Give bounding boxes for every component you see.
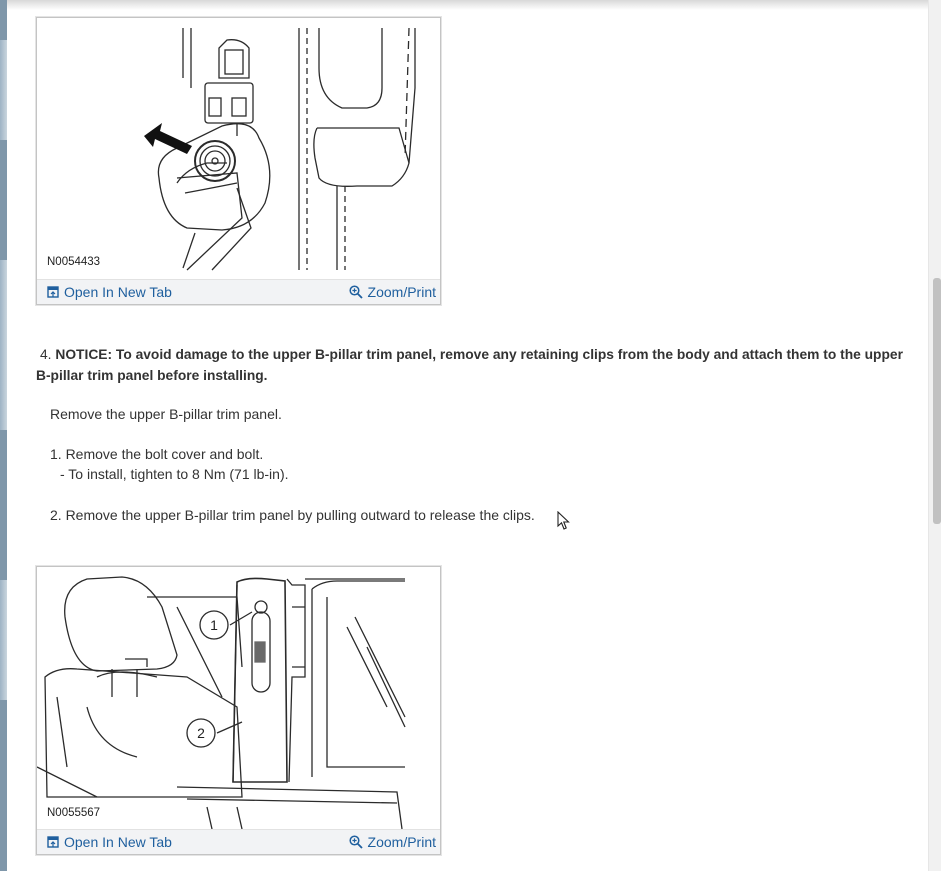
open-in-new-tab-label: Open In New Tab [64, 284, 172, 300]
step-notice [36, 344, 916, 386]
left-edge-strip [0, 0, 7, 871]
open-in-new-tab-link[interactable] [47, 284, 172, 300]
zoom-print-link[interactable] [349, 834, 436, 850]
mouse-cursor-icon [557, 511, 571, 531]
step-number: 4. [40, 347, 52, 362]
open-in-new-tab-label: Open In New Tab [64, 834, 172, 850]
magnifier-plus-icon [349, 835, 363, 849]
figure-bolt-cover [36, 17, 441, 305]
figure-trim-panel [36, 566, 441, 855]
callout-1: 1 [210, 617, 218, 633]
step-item-1-sub: - To install, tighten to 8 Nm (71 lb-in). [60, 466, 289, 482]
scrollbar-thumb[interactable] [933, 278, 941, 524]
magnifier-plus-icon [349, 285, 363, 299]
left-edge-segment [0, 140, 7, 260]
figure-id: N0054433 [47, 256, 101, 268]
open-new-tab-icon [47, 286, 59, 298]
figure-toolbar [37, 279, 440, 304]
notice-text: NOTICE: To avoid damage to the upper B-pillar trim panel, remove any retaining clips from the body and attach them to the upper B-pillar trim panel before installing. [36, 347, 903, 383]
zoom-print-label: Zoom/Print [367, 284, 436, 300]
illustration-bolt [37, 18, 440, 278]
illustration-trim-panel [37, 567, 440, 829]
left-edge-segment [0, 700, 7, 871]
open-new-tab-icon [47, 836, 59, 848]
top-shadow [7, 0, 941, 10]
figure-id: N0055567 [47, 807, 101, 819]
left-edge-segment [0, 0, 7, 40]
zoom-print-label: Zoom/Print [367, 834, 436, 850]
callout-2: 2 [197, 725, 205, 741]
step-intro: Remove the upper B-pillar trim panel. [50, 406, 282, 422]
open-in-new-tab-link[interactable] [47, 834, 172, 850]
step-item-2: 2. Remove the upper B-pillar trim panel by pulling outward to release the clips. [50, 507, 535, 523]
zoom-print-link[interactable] [349, 284, 436, 300]
figure-toolbar [37, 829, 440, 854]
left-edge-segment [0, 430, 7, 580]
step-item-1: 1. Remove the bolt cover and bolt. [50, 446, 264, 462]
